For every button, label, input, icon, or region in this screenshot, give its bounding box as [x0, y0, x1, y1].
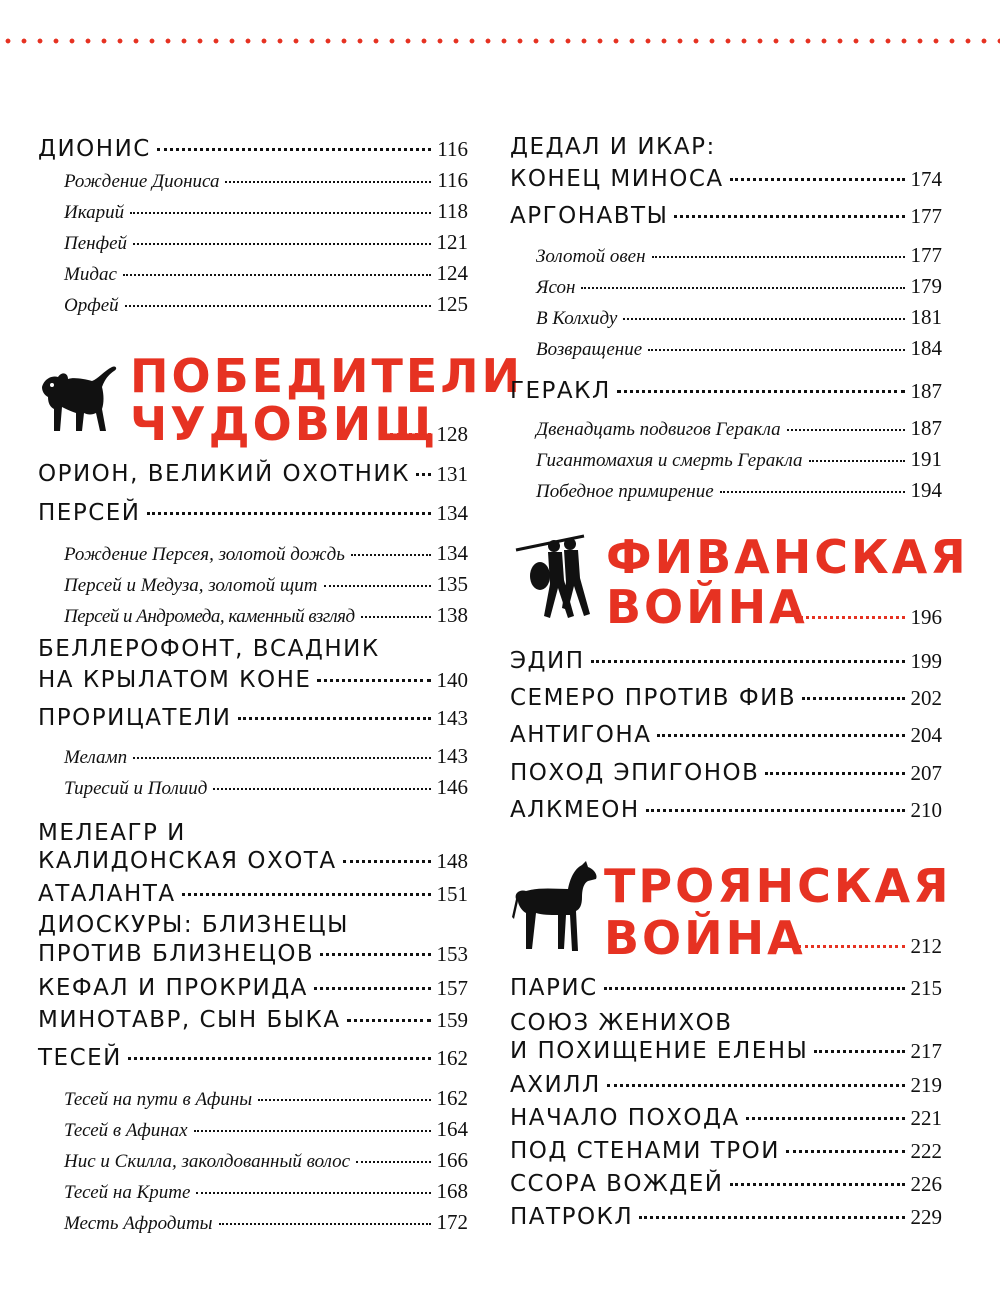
toc-entry-bellerofont-line1: БЕЛЛЕРОФОНТ, ВСАДНИК: [38, 636, 380, 662]
toc-entry-meleagr[interactable]: КАЛИДОНСКАЯ ОХОТА 148: [38, 848, 468, 874]
section-title-line1: ТРОЯНСКАЯ: [604, 859, 952, 913]
section-pobediteli[interactable]: [38, 345, 524, 451]
toc-subentry[interactable]: Рождение Персея, золотой дождь 134: [64, 541, 468, 565]
toc-subentry[interactable]: Персей и Андромеда, каменный взгляд 138: [64, 603, 468, 627]
toc-subentry[interactable]: Двенадцать подвигов Геракла 187: [536, 416, 942, 440]
warriors-icon: [514, 528, 598, 628]
toc-entry-antigona[interactable]: АНТИГОНА 204: [510, 722, 942, 748]
toc-subentry[interactable]: Гигантомахия и смерть Геракла 191: [536, 447, 942, 471]
toc-subentry[interactable]: Пенфей 121: [64, 230, 468, 254]
toc-entry-alkmeon[interactable]: АЛКМЕОН 210: [510, 797, 942, 823]
section-page: 128: [436, 422, 468, 446]
toc-subentry[interactable]: В Колхиду 181: [536, 305, 942, 329]
toc-entry-soyuz[interactable]: И ПОХИЩЕНИЕ ЕЛЕНЫ 217: [510, 1038, 942, 1064]
section-title-line2: ЧУДОВИЩ: [130, 397, 439, 451]
toc-subentry[interactable]: Орфей 125: [64, 292, 468, 316]
toc-entry-edip[interactable]: ЭДИП 199: [510, 648, 942, 674]
toc-subentry[interactable]: Тесей на Крите 168: [64, 1179, 468, 1203]
toc-subentry[interactable]: Икарий 118: [64, 199, 468, 223]
toc-entry-ahill[interactable]: АХИЛЛ 219: [510, 1072, 942, 1098]
toc-entry-meleagr-line1: МЕЛЕАГР И: [38, 820, 186, 846]
section-title-line2: ВОЙНА: [604, 911, 806, 965]
toc-entry-dedal[interactable]: КОНЕЦ МИНОСА 174: [510, 166, 942, 192]
toc-subentry[interactable]: Персей и Медуза, золотой щит 135: [64, 572, 468, 596]
toc-subentry[interactable]: Золотой овен 177: [536, 243, 942, 267]
toc-entry-dedal-line1: ДЕДАЛ И ИКАР:: [510, 134, 716, 160]
section-title-line2: ВОЙНА: [606, 580, 808, 634]
toc-subentry[interactable]: Мидас 124: [64, 261, 468, 285]
toc-subentry[interactable]: Рождение Диониса 116: [64, 168, 468, 192]
toc-subentry[interactable]: Месть Афродиты 172: [64, 1210, 468, 1234]
toc-entry-dioskury[interactable]: ПРОТИВ БЛИЗНЕЦОВ 153: [38, 941, 468, 967]
panther-icon: [38, 357, 120, 439]
toc-entry-soyuz-line1: СОЮЗ ЖЕНИХОВ: [510, 1010, 733, 1036]
toc-subentry[interactable]: Меламп 143: [64, 744, 468, 768]
toc-entry-atalanta[interactable]: АТАЛАНТА 151: [38, 881, 468, 907]
toc-entry-dioskury-line1: ДИОСКУРЫ: БЛИЗНЕЦЫ: [38, 912, 349, 938]
toc-entry-minotavr[interactable]: МИНОТАВР, СЫН БЫКА 159: [38, 1007, 468, 1033]
section-title-line1: ПОБЕДИТЕЛИ: [130, 349, 524, 403]
toc-subentry[interactable]: Возвращение 184: [536, 336, 942, 360]
toc-entry-proricateli[interactable]: ПРОРИЦАТЕЛИ 143: [38, 705, 468, 731]
toc-entry-patrokl[interactable]: ПАТРОКЛ 229: [510, 1204, 942, 1230]
toc-entry-semero[interactable]: СЕМЕРО ПРОТИВ ФИВ 202: [510, 685, 942, 711]
toc-entry-bellerofont[interactable]: НА КРЫЛАТОМ КОНЕ 140: [38, 667, 468, 693]
top-dotted-border: [0, 36, 1000, 46]
toc-entry-paris[interactable]: ПАРИС 215: [510, 975, 942, 1001]
toc-subentry[interactable]: Тесей на пути в Афины 162: [64, 1086, 468, 1110]
toc-entry-orion[interactable]: ОРИОН, ВЕЛИКИЙ ОХОТНИК 131: [38, 461, 468, 487]
horse-icon: [510, 859, 602, 959]
toc-entry-tesei[interactable]: ТЕСЕЙ 162: [38, 1045, 468, 1071]
toc-subentry[interactable]: Ясон 179: [536, 274, 942, 298]
section-fivanskaya[interactable]: [510, 528, 969, 638]
toc-entry-dionis[interactable]: ДИОНИС 116: [38, 136, 468, 162]
section-title-line1: ФИВАНСКАЯ: [606, 530, 969, 584]
toc-entry-pod-stenami[interactable]: ПОД СТЕНАМИ ТРОИ 222: [510, 1138, 942, 1164]
section-troyanskaya[interactable]: [510, 855, 952, 965]
toc-subentry[interactable]: Тесей в Афинах 164: [64, 1117, 468, 1141]
toc-entry-persei[interactable]: ПЕРСЕЙ 134: [38, 500, 468, 526]
toc-subentry[interactable]: Нис и Скилла, заколдованный волос 166: [64, 1148, 468, 1172]
toc-entry-ssora[interactable]: ССОРА ВОЖДЕЙ 226: [510, 1171, 942, 1197]
toc-entry-pohod-epigonov[interactable]: ПОХОД ЭПИГОНОВ 207: [510, 760, 942, 786]
toc-entry-argonavty[interactable]: АРГОНАВТЫ 177: [510, 203, 942, 229]
toc-entry-gerakl[interactable]: ГЕРАКЛ 187: [510, 378, 942, 404]
toc-entry-kefal[interactable]: КЕФАЛ И ПРОКРИДА 157: [38, 975, 468, 1001]
toc-subentry[interactable]: Победное примирение 194: [536, 478, 942, 502]
section-page: 196: [910, 605, 942, 629]
toc-entry-nachalo-pohoda[interactable]: НАЧАЛО ПОХОДА 221: [510, 1105, 942, 1131]
toc-subentry[interactable]: Тиресий и Полиид 146: [64, 775, 468, 799]
section-page: 212: [910, 934, 942, 958]
